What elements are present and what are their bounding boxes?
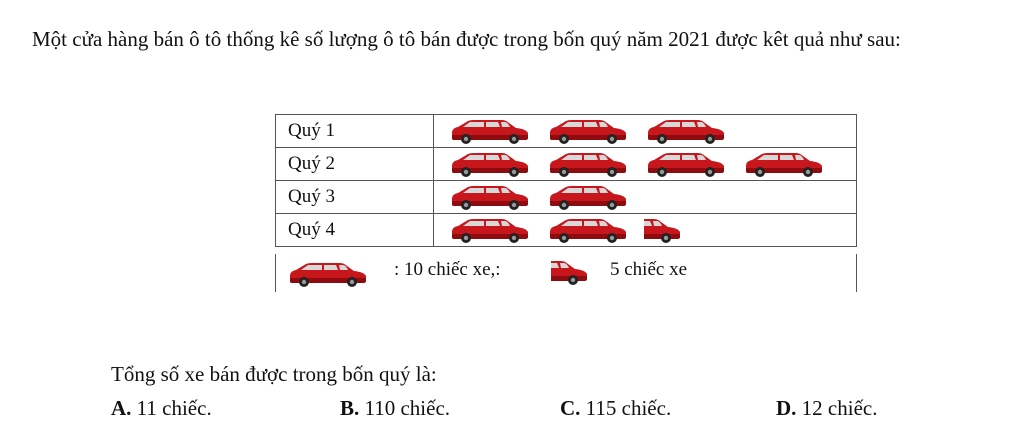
answer-option-a[interactable]: [111, 396, 212, 421]
red-suv-icon: [742, 150, 826, 178]
answer-letter: A.: [111, 396, 132, 420]
red-suv-icon: [286, 260, 370, 288]
answer-text: 12 chiếc.: [801, 396, 878, 420]
red-suv-icon: [546, 150, 630, 178]
row-label: Quý 4: [276, 214, 434, 247]
car-icons-row: [434, 181, 856, 213]
car-icons-row: [434, 214, 856, 246]
answer-letter: C.: [560, 396, 581, 420]
red-suv-icon: [546, 216, 630, 244]
answer-text: 11 chiếc.: [136, 396, 212, 420]
table-row: [276, 214, 857, 247]
legend-half-text: 5 chiếc xe: [610, 259, 688, 280]
row-cars: [434, 115, 857, 148]
answer-letter: D.: [776, 396, 797, 420]
car-icons-row: [434, 148, 856, 180]
red-suv-icon: [448, 117, 532, 145]
row-label: Quý 1: [276, 115, 434, 148]
table-row: [276, 148, 857, 181]
red-suv-icon: [448, 150, 532, 178]
row-label: Quý 2: [276, 148, 434, 181]
half-red-suv-icon: [644, 216, 688, 244]
legend-full-text: : 10 chiếc xe,:: [394, 259, 501, 280]
answer-option-d[interactable]: [776, 396, 877, 421]
red-suv-icon: [448, 183, 532, 211]
intro-text: Một cửa hàng bán ô tô thống kê số lượng ô tô bán được trong bốn quý năm 2021 được kêt quả như sau:: [32, 27, 901, 51]
answer-option-b[interactable]: [340, 396, 450, 421]
car-icons-row: [434, 115, 856, 147]
red-suv-icon: [644, 117, 728, 145]
half-red-suv-icon: [551, 258, 595, 286]
table-row: [276, 181, 857, 214]
red-suv-icon: [546, 117, 630, 145]
row-label: Quý 3: [276, 181, 434, 214]
row-cars: [434, 214, 857, 247]
answer-text: 115 chiếc.: [585, 396, 672, 420]
red-suv-icon: [448, 216, 532, 244]
row-cars: [434, 181, 857, 214]
red-suv-icon: [546, 183, 630, 211]
table-row: [276, 115, 857, 148]
question-text: Tổng số xe bán được trong bốn quý là:: [111, 362, 437, 386]
answer-option-c[interactable]: [560, 396, 671, 421]
row-cars: [434, 148, 857, 181]
answer-text: 110 chiếc.: [364, 396, 451, 420]
pictograph-table: [275, 114, 857, 247]
red-suv-icon: [644, 150, 728, 178]
answer-letter: B.: [340, 396, 360, 420]
legend: [275, 254, 857, 292]
